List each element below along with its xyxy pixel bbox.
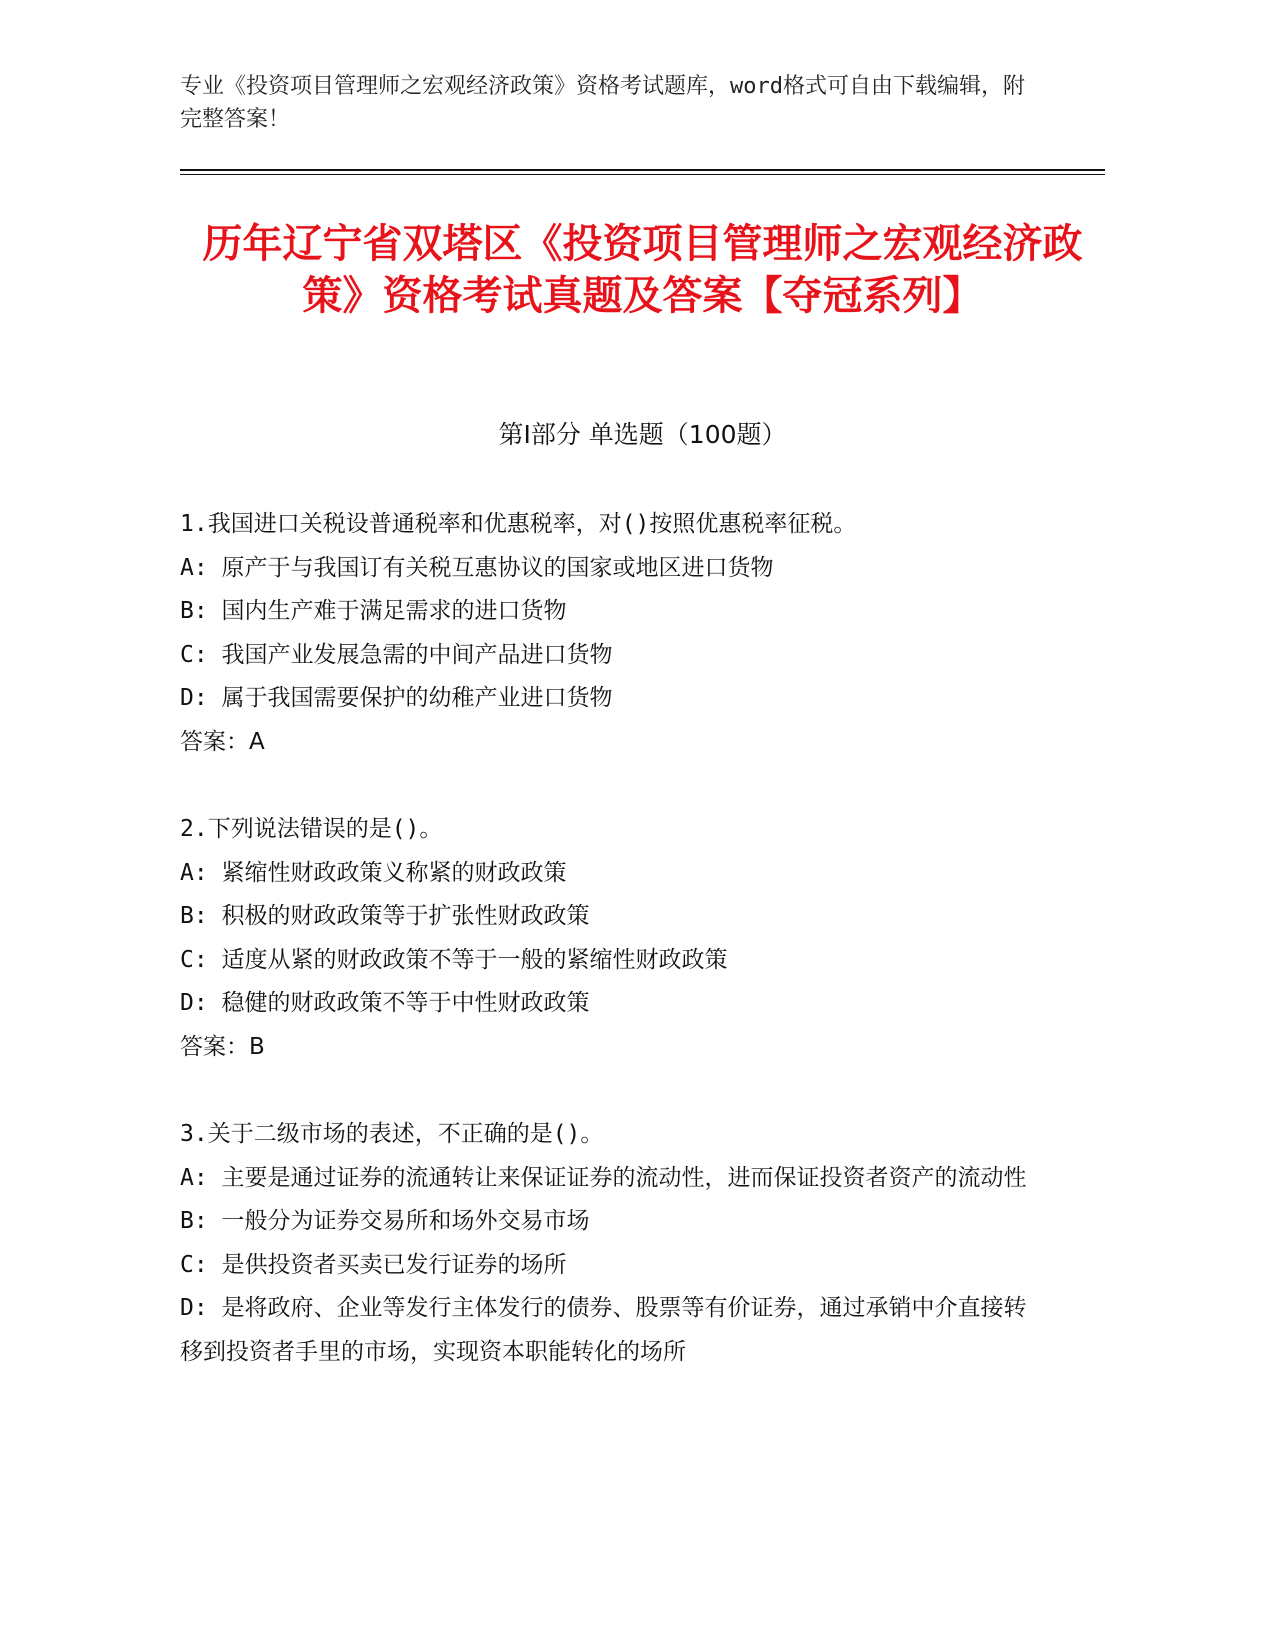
header-rule-thick [180,169,1105,171]
question-stem: 2.下列说法错误的是()。 [180,816,443,842]
option-a: A: 紧缩性财政政策义称紧的财政政策 [180,859,567,886]
option-a: A: 原产于与我国订有关税互惠协议的国家或地区进口货物 [180,554,774,581]
option-c: C: 适度从紧的财政政策不等于一般的紧缩性财政政策 [180,946,728,973]
option-c: C: 我国产业发展急需的中间产品进口货物 [180,641,613,668]
question-2 [180,808,1040,1069]
section-title: 第Ⅰ部分 单选题（100题） [498,420,787,449]
option-b: B: 一般分为证券交易所和场外交易市场 [180,1208,590,1234]
answer: 答案：B [180,1033,265,1060]
option-d: D: 是将政府、企业等发行主体发行的债券、股票等有价证券，通过承销中介直接转移到投资者手里的市场，实现资本职能转化的场所 [180,1295,1027,1365]
question-1 [180,503,1040,764]
question-stem: 3.关于二级市场的表述，不正确的是()。 [180,1121,604,1147]
option-d: D: 属于我国需要保护的幼稚产业进口货物 [180,685,613,711]
header-rule-thin [180,174,1105,175]
document-title: 历年辽宁省双塔区《投资项目管理师之宏观经济政策》资格考试真题及答案【夺冠系列】 [202,221,1083,319]
option-c: C: 是供投资者买卖已发行证券的场所 [180,1251,567,1278]
header-note: 专业《投资项目管理师之宏观经济政策》资格考试题库，word格式可自由下载编辑，附完整答案！ [180,74,1025,132]
answer: 答案：A [180,728,265,755]
option-a: A: 主要是通过证券的流通转让来保证证券的流动性，进而保证投资者资产的流动性 [180,1164,1027,1191]
option-d: D: 稳健的财政政策不等于中性财政政策 [180,990,590,1016]
option-b: B: 积极的财政政策等于扩张性财政政策 [180,903,590,929]
option-b: B: 国内生产难于满足需求的进口货物 [180,598,567,624]
question-stem: 1.我国进口关税设普通税率和优惠税率，对()按照优惠税率征税。 [180,511,857,537]
question-3 [180,1113,1040,1374]
question-list [180,503,1040,1418]
